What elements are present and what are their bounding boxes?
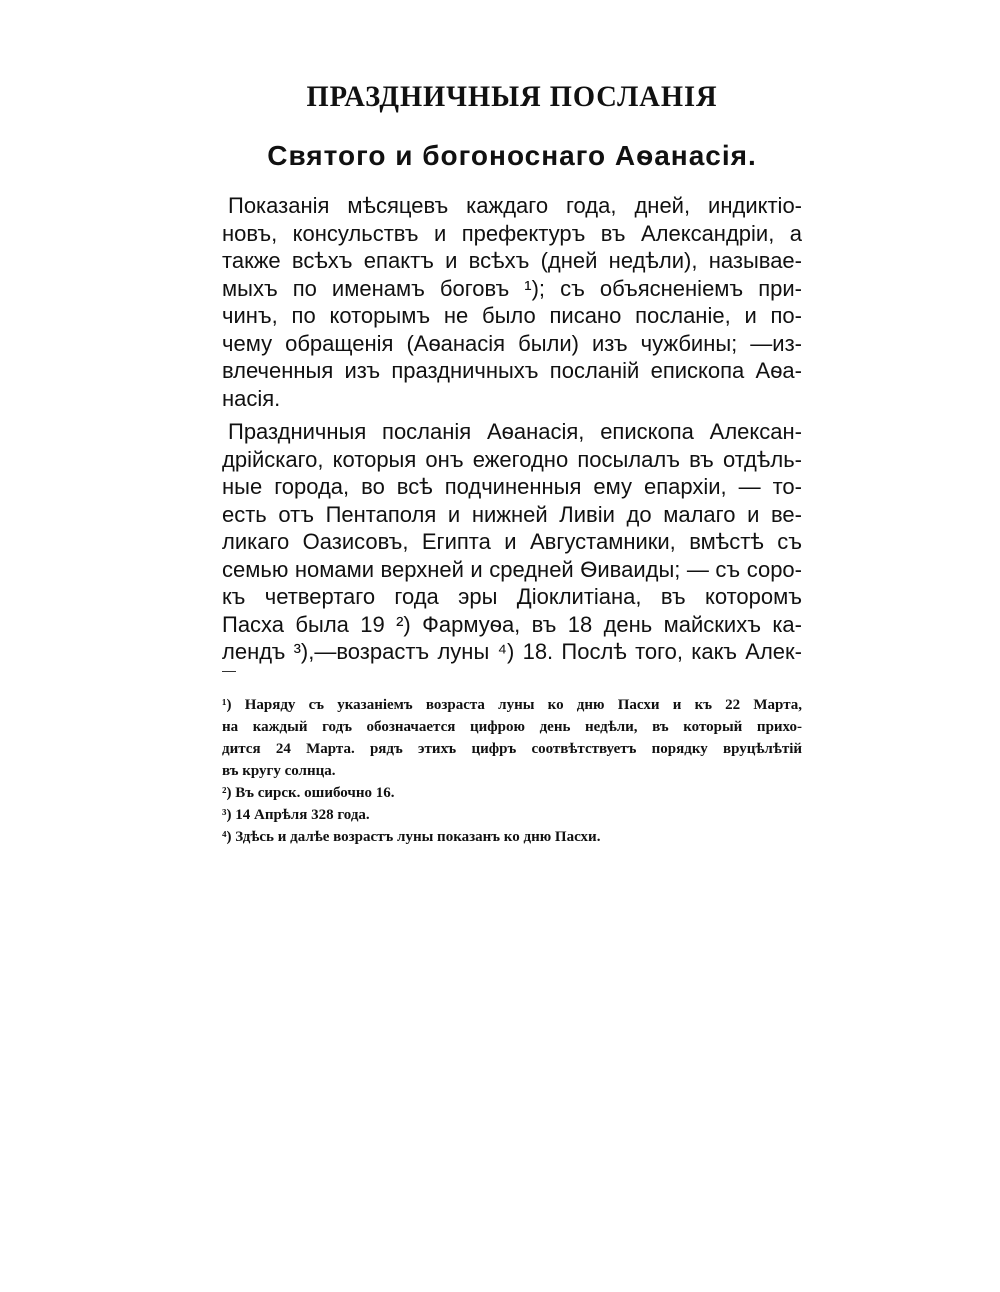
footnote-2	[222, 782, 802, 804]
footnotes	[222, 694, 802, 848]
footnote-line: ³) 14 Апрѣля 328 года.	[222, 807, 370, 823]
footnote-line: дится 24 Марта. рядъ этихъ цифръ соотвѣтствуетъ порядку вруцѣлѣтій	[222, 741, 802, 757]
text-line: Праздничныя посланія Аѳанасія, епископа Алексан-	[228, 419, 802, 444]
text-line: семью номами верхней и средней Ѳиваиды; — съ соро-	[222, 556, 802, 582]
text-line: Пасха была 19 ²) Фармуѳа, въ 18 день майскихъ ка-	[222, 611, 802, 637]
footnote-line: ²) Въ сирск. ошибочно 16.	[222, 785, 395, 801]
text-line: дрійскаго, которыя онъ ежегодно посылалъ въ отдѣль-	[222, 446, 802, 472]
footnote-line: ⁴) Здѣсь и далѣе возрастъ луны показанъ ко дню Пасхи.	[222, 829, 601, 845]
text-line: чинъ, по которымъ не было писано посланіе, и по-	[222, 303, 802, 328]
footnote-line: на каждый годъ обозначается цифрою день недѣли, въ который прихо-	[222, 719, 802, 735]
text-line: ные города, во всѣ подчиненныя ему епархіи, — то-	[222, 474, 802, 499]
paragraph-1	[222, 192, 802, 412]
page-subtitle: Святого и богоноснаго Аѳанасія.	[267, 140, 757, 171]
footnote-4	[222, 826, 802, 848]
continuation-mark: —	[222, 662, 236, 678]
text-line: насія.	[222, 385, 281, 411]
text-line: чему обращенія (Аѳанасія были) изъ чужбины; —из-	[222, 330, 802, 356]
text-line: мыхъ по именамъ боговъ ¹); съ объясненіемъ при-	[222, 275, 802, 301]
paragraph-2	[222, 418, 802, 666]
main-text	[222, 192, 802, 672]
text-line: лендъ ³),—возрастъ луны ⁴) 18. Послѣ того, какъ Алек-	[222, 639, 802, 664]
footnote-line: въ кругу солнца.	[222, 763, 336, 779]
footnote-3	[222, 804, 802, 826]
footnote-line: ¹) Наряду съ указаніемъ возраста луны ко дню Пасхи и къ 22 Марта,	[222, 697, 802, 713]
text-line: есть отъ Пентаполя и нижней Ливіи до малаго и ве-	[222, 501, 802, 527]
footnote-1	[222, 694, 802, 782]
text-line: влеченныя изъ праздничныхъ посланій епископа Аѳа-	[222, 358, 802, 383]
text-line: новъ, консульствъ и префектуръ въ Александріи, а	[222, 220, 802, 246]
text-line: Показанія мѣсяцевъ каждаго года, дней, индиктіо-	[228, 193, 802, 218]
page-title: ПРАЗДНИЧНЫЯ ПОСЛАНІЯ	[306, 80, 718, 113]
text-line: ликаго Оазисовъ, Египта и Августамники, вмѣстѣ съ	[222, 529, 802, 554]
text-line: къ четвертаго года эры Діоклитіана, въ которомъ	[222, 584, 802, 609]
text-line: также всѣхъ епактъ и всѣхъ (дней недѣли), называе-	[222, 248, 802, 273]
